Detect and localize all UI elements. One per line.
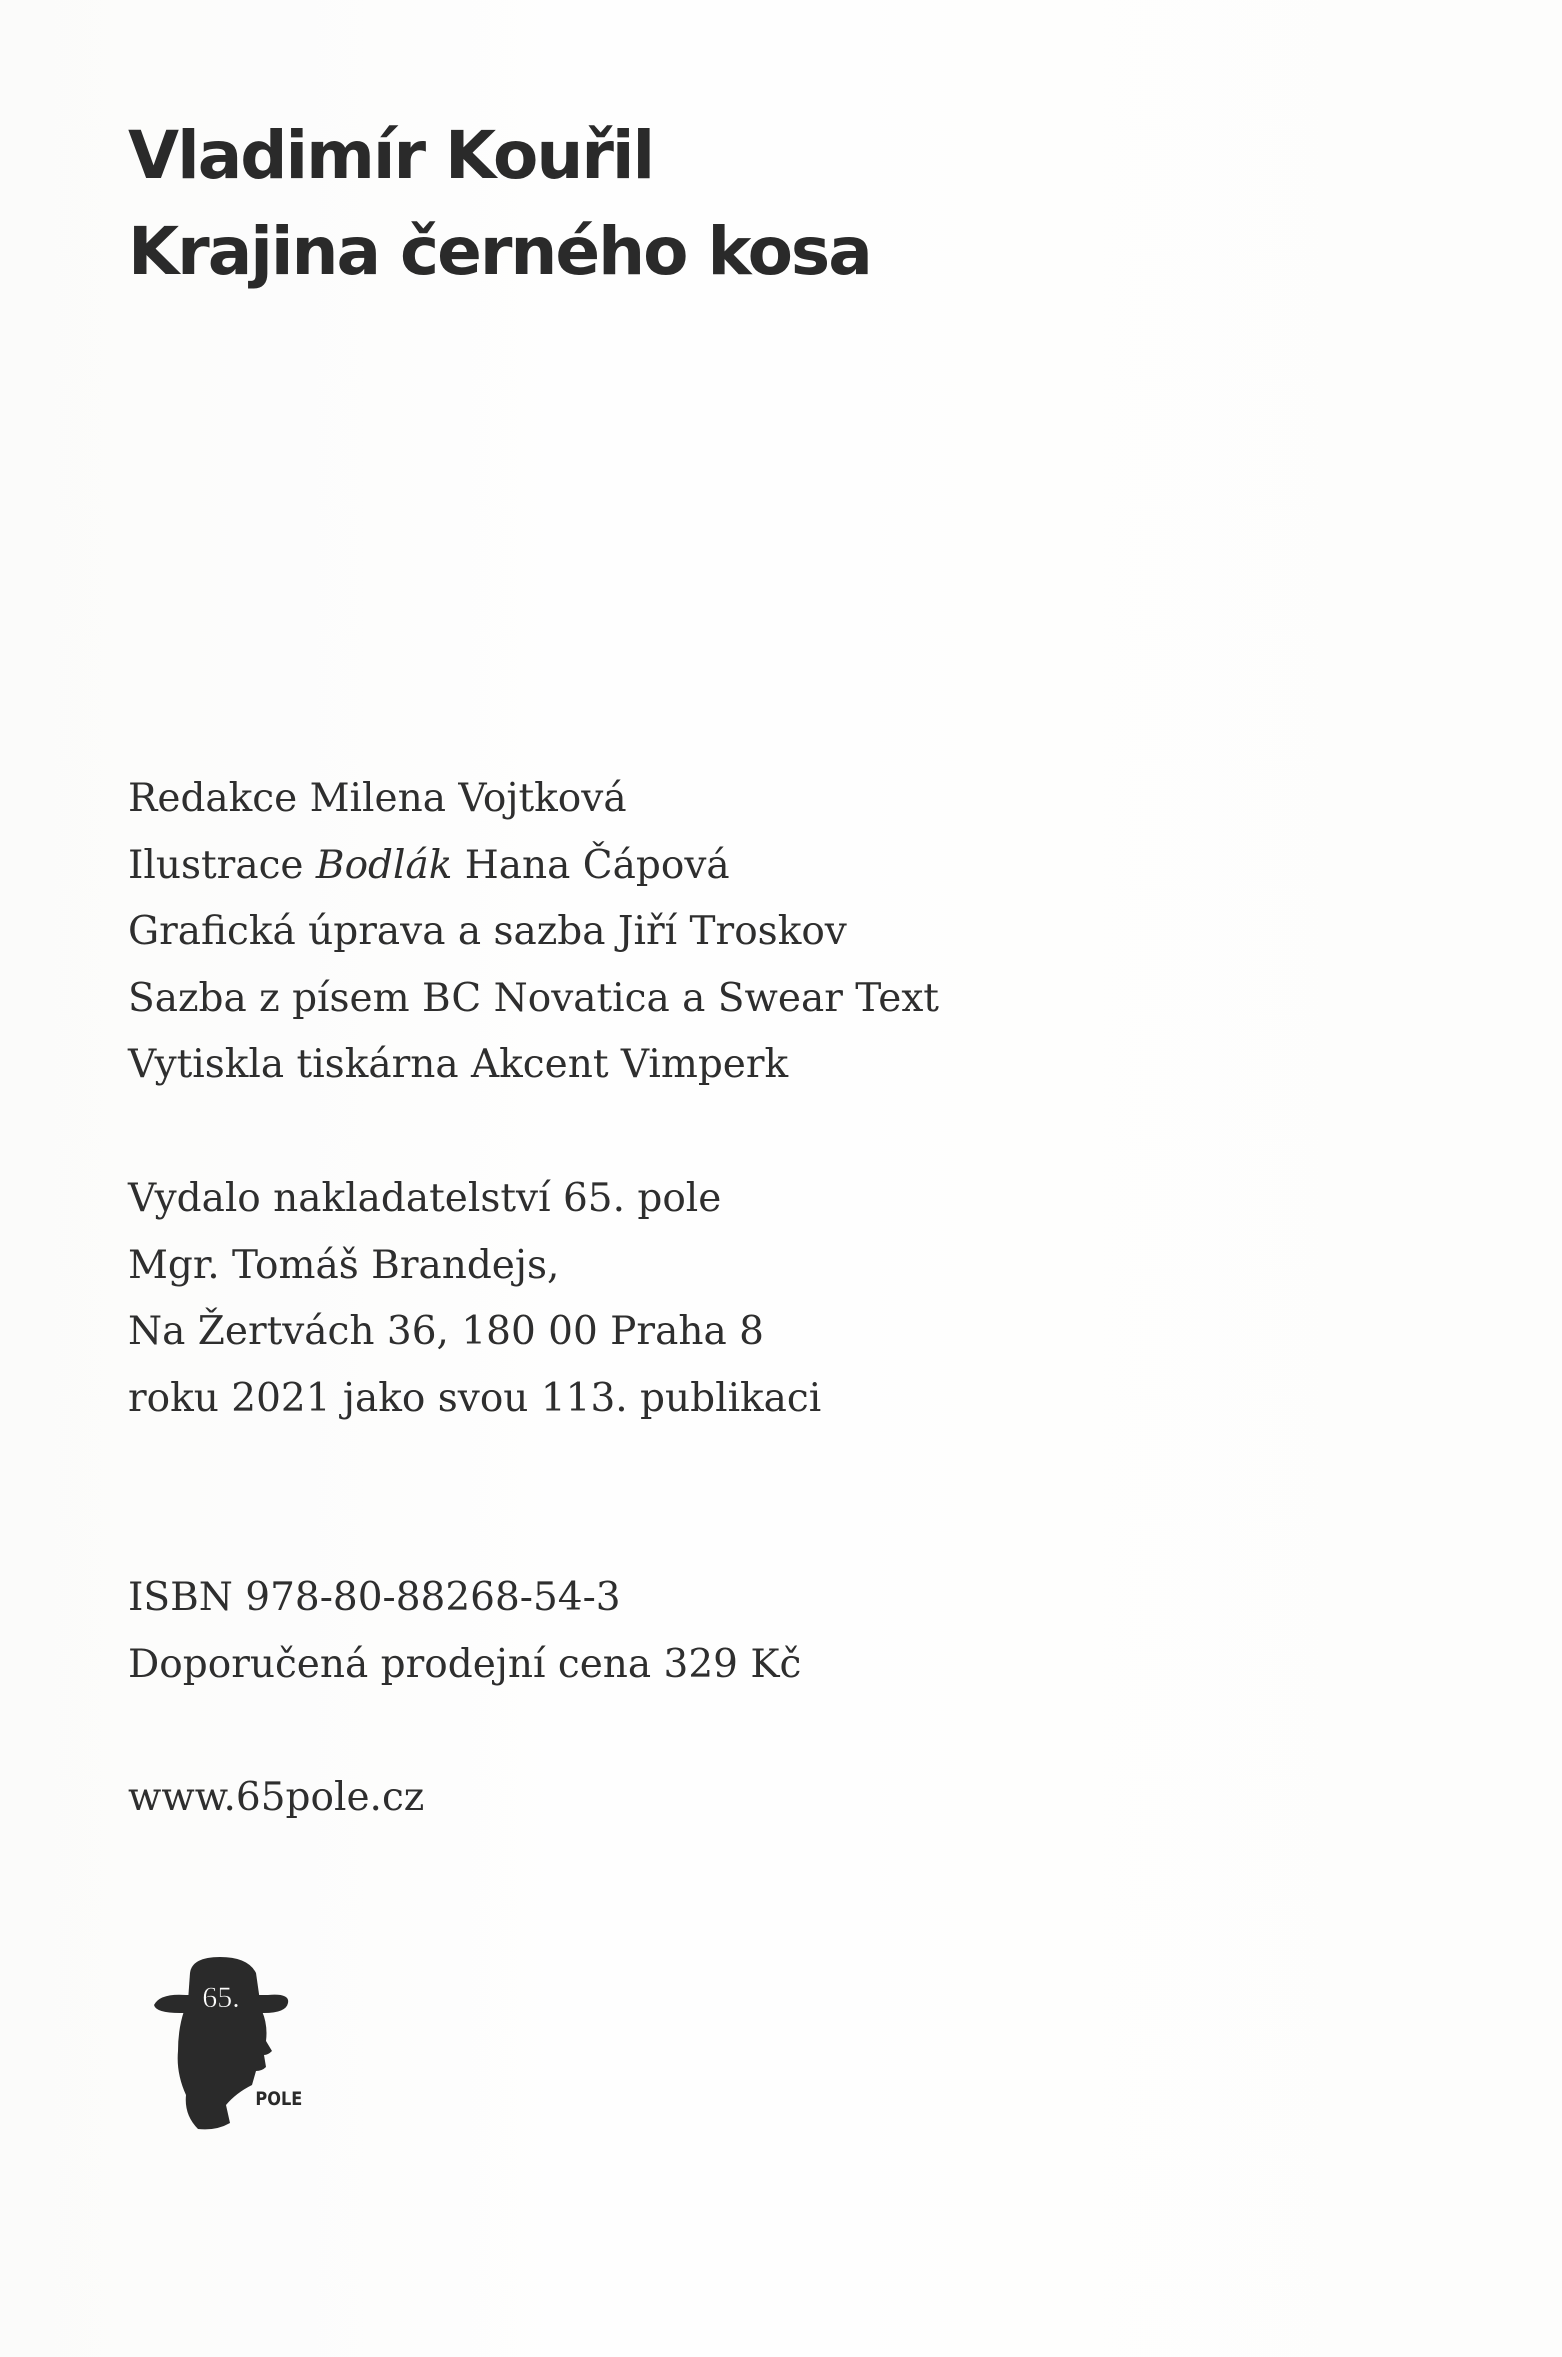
book-title: Krajina černého kosa bbox=[128, 213, 871, 290]
editor-line: Redakce Milena Vojtková bbox=[128, 776, 627, 821]
illustration-name: Hana Čápová bbox=[452, 842, 730, 888]
typeface-line: Sazba z písem BC Novatica a Swear Text bbox=[128, 975, 939, 1021]
logo-number: 65. bbox=[202, 1981, 240, 2014]
publisher-block bbox=[128, 1166, 821, 1432]
website-block bbox=[128, 1765, 424, 1832]
publisher-logo bbox=[150, 1955, 320, 2135]
illustration-prefix: Ilustrace bbox=[128, 842, 316, 888]
logo-word: POLE bbox=[255, 2088, 303, 2111]
isbn-number: ISBN 978-80-88268-54-3 bbox=[128, 1575, 621, 1620]
author-name: Vladimír Kouřil bbox=[128, 117, 654, 194]
design-line: Grafická úprava a sazba Jiří Troskov bbox=[128, 909, 847, 954]
isbn-block bbox=[128, 1565, 801, 1698]
publisher-line-1: Vydalo nakladatelství 65. pole bbox=[128, 1176, 722, 1221]
illustration-line bbox=[128, 833, 939, 900]
publisher-line-3: Na Žertvách 36, 180 00 Praha 8 bbox=[128, 1309, 764, 1354]
credits-block bbox=[128, 766, 939, 1099]
price-line: Doporučená prodejní cena 329 Kč bbox=[128, 1641, 802, 1687]
website-link[interactable]: www.65pole.cz bbox=[128, 1775, 425, 1820]
printer-line: Vytiskla tiskárna Akcent Vimperk bbox=[128, 1042, 789, 1087]
illustration-work: Bodlák bbox=[315, 842, 453, 888]
publisher-line-2: Mgr. Tomáš Brandejs, bbox=[128, 1242, 560, 1288]
book-header bbox=[128, 108, 871, 300]
publisher-line-4: roku 2021 jako svou 113. publikaci bbox=[128, 1375, 822, 1421]
